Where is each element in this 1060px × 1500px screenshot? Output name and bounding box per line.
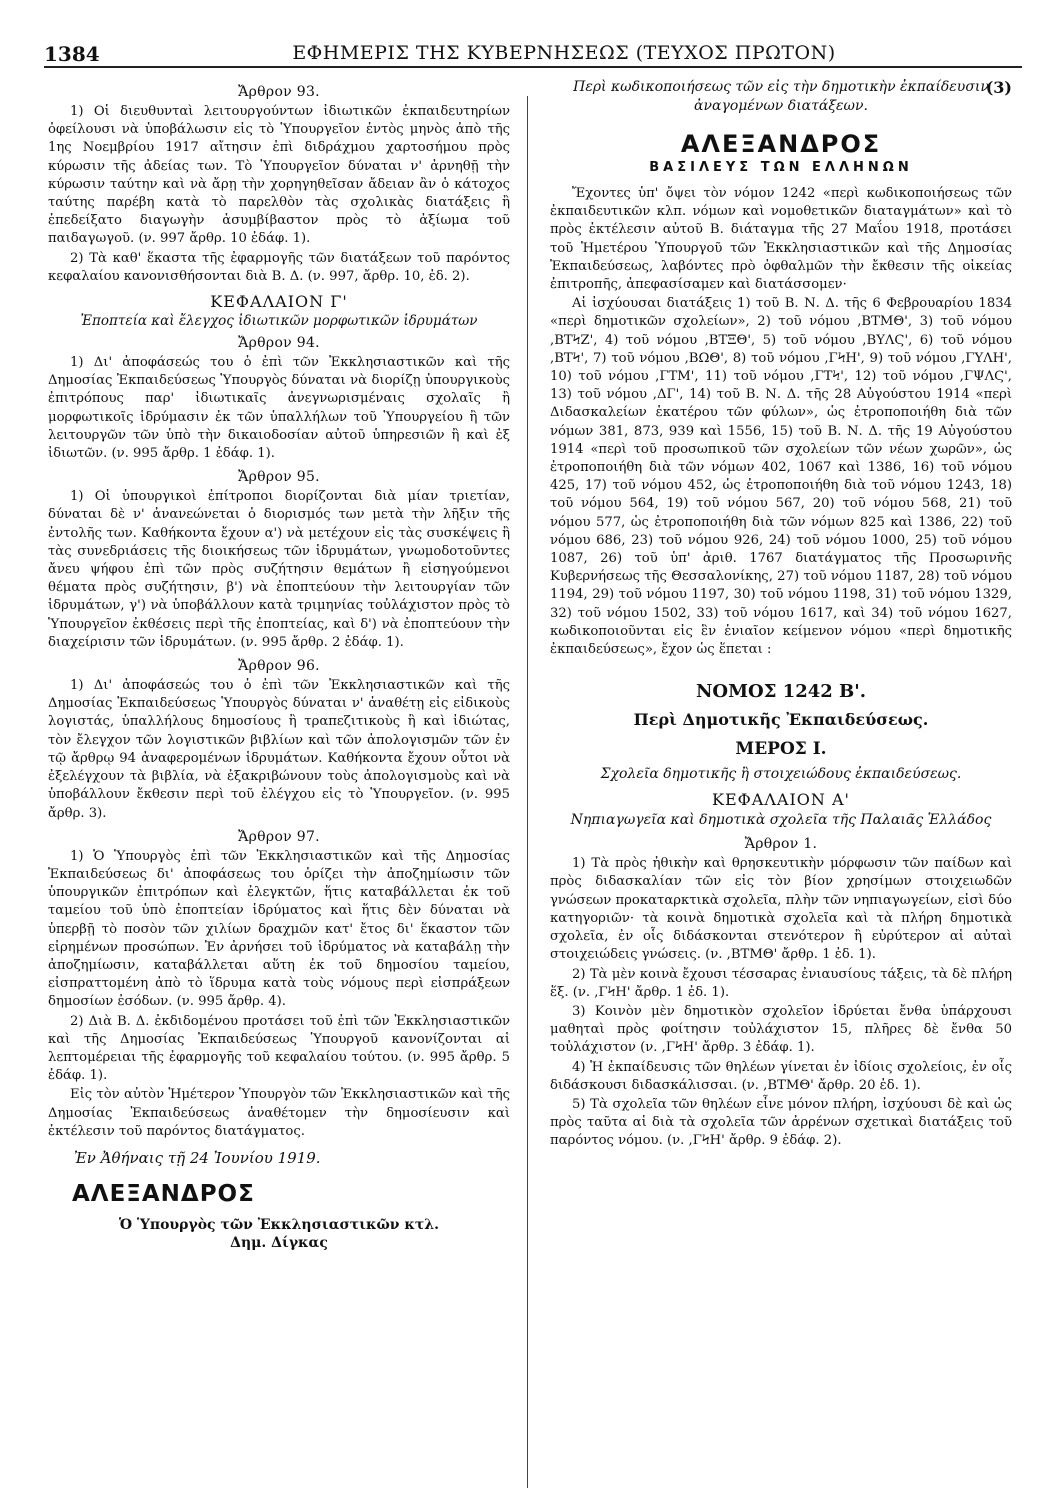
paragraph: 1) Δι' ἀποφάσεώς του ὁ ἐπὶ τῶν Ἐκκλησιαστικῶν καὶ τῆς Δημοσίας Ἐκπαιδεύσεως Ὑπουργὸς δύναται νὰ διορίζῃ ὑπουργικοὺς ἐπιτρόπους παρ' ἰδιωτικαῖς ἀνεγνωρισμέναις σχολαῖς ἢ μορφωτικοῖς ἱδρύμασιν ἐκ τῶν ὑπαλλήλων τοῦ Ὑπουργείου ἢ τῶν λειτουργῶν τῶν ὑπὸ τὴν δικαιοδοσίαν αὐτοῦ ὑπηρεσιῶν ἢ καὶ ἐξ ἰδιωτῶν. (ν. 995 ἄρθρ. 1 ἐδάφ. 1). xyxy=(48,355,510,462)
paragraph: 2) Τὰ μὲν κοινὰ ἔχουσι τέσσαρας ἐνιαυσίους τάξεις, τὰ δὲ πλήρη ἕξ. (ν. ,ΓϞΗ' ἄρθρ. 1 ἐδ. 1). xyxy=(550,966,1012,1000)
king-subheading: ΒΑΣΙΛΕΥΣ ΤΩΝ ΕΛΛΗΝΩΝ xyxy=(649,160,913,175)
left-column xyxy=(48,78,510,1251)
paragraph: Εἰς τὸν αὐτὸν Ἡμέτερον Ὑπουργὸν τῶν Ἐκκλησιαστικῶν καὶ τῆς Δημοσίας Ἐκπαιδεύσεως ἀναθέτομεν τὴν δημοσίευσιν καὶ ἐκτέλεσιν τοῦ παρόντος διατάγματος. xyxy=(48,1087,510,1139)
article-heading: Ἄρθρον 93. xyxy=(238,84,320,100)
article-heading: Ἄρθρον 95. xyxy=(238,469,320,486)
part-heading: ΜΕΡΟΣ Ι. xyxy=(735,739,827,760)
paragraph: 1) Ὁ Ὑπουργὸς ἐπὶ τῶν Ἐκκλησιαστικῶν καὶ τῆς Δημοσίας Ἐκπαιδεύσεως δι' ἀποφάσεως του ὁρίζει τὴν ἀποζημίωσιν τῶν ὑπουργικῶν ἐπιτρόπων καὶ ἐλεγκτῶν, ἥτις καταβάλλεται ἐκ τοῦ ταμείου τοῦ ὑπὸ ἐποπτείαν ἱδρύματος καὶ ἥτις δὲν δύναται νὰ ὑπερβῇ τὸ ποσὸν τῶν χιλίων δραχμῶν κατ' ἔτος δι' ἕκαστον τῶν εἰρημένων προσώπων. Ἐν ἀρνήσει τοῦ ἱδρύματος νὰ καταβάλῃ τὴν ἀποζημίωσιν, καταβάλλεται αὕτη ἐκ τοῦ δημοσίου ταμείου, εἰσπραττομένη ἀπὸ τὸ ἵδρυμα κατὰ τοὺς νόμους περὶ εἰσπράξεων δημοσίων ἐσόδων. (ν. 995 ἄρθρ. 4). xyxy=(48,848,510,1010)
king-signature: ΑΛΕΞΑΝΔΡΟΣ xyxy=(72,1180,255,1207)
right-column xyxy=(550,78,1012,1152)
chapter-title: Ἐποπτεία καὶ ἔλεγχος ἰδιωτικῶν μορφωτικῶν ἱδρυμάτων xyxy=(80,313,478,330)
date-signoff: Ἐν Ἀθήναις τῇ 24 Ἰουνίου 1919. xyxy=(74,1148,321,1167)
law-subtitle: Περὶ Δημοτικῆς Ἐκπαιδεύσεως. xyxy=(633,710,929,730)
chapter-title: Νηπιαγωγεῖα καὶ δημοτικὰ σχολεῖα τῆς Παλαιᾶς Ἑλλάδος xyxy=(570,812,992,829)
chapter-heading: ΚΕΦΑΛΑΙΟΝ Α' xyxy=(712,790,850,810)
minister-title: Ὁ Ὑπουργὸς τῶν Ἐκκλησιαστικῶν κτλ. xyxy=(118,1216,440,1233)
article-heading: Ἄρθρον 97. xyxy=(238,828,320,845)
article-heading: Ἄρθρον 1. xyxy=(744,836,818,853)
enumeration: Αἱ ἰσχύουσαι διατάξεις 1) τοῦ Β. Ν. Δ. τῆς 6 Φεβρουαρίου 1834 «περὶ δημοτικῶν σχολείων», 2) τοῦ νόμου ,ΒΤΜΘ', 3) τοῦ νόμου ,ΒΤϞΖ', 4) τοῦ νόμου ,ΒΤΞΘ', 5) τοῦ νόμου ,ΒΥΛϚ', 6) τοῦ νόμου ,ΒΤϞ', 7) τοῦ νόμου ,ΒΩΘ', 8) τοῦ νόμου ,ΓϞΗ', 9) τοῦ νόμου ,ΓΥΛΗ', 10) τοῦ νόμου ,ΓΤΜ', 11) τοῦ νόμου ,ΓΤϞ', 12) τοῦ νόμου ,ΓΨΛϚ', 13) τοῦ νόμου ,ΔΓ', 14) τοῦ Β. Ν. Δ. τῆς 28 Αὐγούστου 1914 «περὶ Διδασκαλείων ἑκατέρου τῶν φύλων», ὡς ἐτροποποιήθη διὰ τῶν νόμων 381, 873, 939 καὶ 1556, 15) τοῦ Β. Ν. Δ. τῆς 19 Αὐγούστου 1914 «περὶ τοῦ προσωπικοῦ τῶν σχολείων τῶν νέων χωρῶν», ὡς ἐτροποποιήθη διὰ τῶν νόμων 402, 1067 καὶ 1386, 16) τοῦ νόμου 425, 17) τοῦ νόμου 452, ὡς ἐτροποποιήθη διὰ τοῦ νόμου 1243, 18) τοῦ νόμου 564, 19) τοῦ νόμου 567, 20) τοῦ νόμου 568, 21) τοῦ νόμου 577, ὡς ἐτροποποιήθη διὰ τῶν νόμων 825 καὶ 1386, 22) τοῦ νόμου 686, 23) τοῦ νόμου 926, 24) τοῦ νόμου 1000, 25) τοῦ νόμου 1087, 26) τοῦ ὑπ' ἀριθ. 1767 διατάγματος τῆς Προσωρινῆς Κυβερνήσεως τῆς Θεσσαλονίκης, 27) τοῦ νόμου 1187, 28) τοῦ νόμου 1194, 29) τοῦ νόμου 1197, 30) τοῦ νόμου 1198, 31) τοῦ νόμου 1329, 32) τοῦ νόμου 1502, 33) τοῦ νόμου 1617, καὶ 34) τοῦ νόμου 1627, κωδικοποιοῦνται εἰς ἓν ἑνιαῖον κείμενον νόμου «περὶ δημοτικῆς ἐκπαιδεύσεως», ἔχον ὡς ἕπεται : xyxy=(550,296,1012,658)
chapter-heading: ΚΕΦΑΛΑΙΟΝ Γ' xyxy=(210,292,348,312)
article-heading: Ἄρθρον 96. xyxy=(238,658,320,675)
paragraph: 5) Τὰ σχολεῖα τῶν θηλέων εἶνε μόνον πλήρη, ἰσχύουσι δὲ καὶ ὡς πρὸς ταῦτα αἱ διὰ τὰ σχολεῖα τῶν ἀρρένων σχετικαὶ διατάξεις τοῦ παρόντος νόμου. (ν. ,ΓϞΗ' ἄρθρ. 9 ἐδάφ. 2). xyxy=(550,1096,1012,1149)
paragraph: 1) Οἱ διευθυνταὶ λειτουργούντων ἰδιωτικῶν ἐκπαιδευτηρίων ὀφείλουσι νὰ ὑποβάλωσιν εἰς τὸ Ὑπουργεῖον ἐντὸς μηνὸς ἀπὸ τῆς 1ης Νοεμβρίου 1917 αἴτησιν ἐπὶ διδράχμου χαρτοσήμου πρὸς κύρωσιν τῆς ἀδείας των. Τὸ Ὑπουργεῖον δύναται ν' ἀρνηθῇ τὴν κύρωσιν ταύτην καὶ νὰ ἄρῃ τὴν χορηγηθεῖσαν ἄδειαν ἂν ὁ κάτοχος ταύτης παρέβη κατὰ τὸ παρελθὸν τὰς σχολικὰς διατάξεις ἢ ἐπεδείξατο διαγωγὴν ἀσυμβίβαστον πρὸς τὸ ἀξίωμα τοῦ παιδαγωγοῦ. (ν. 997 ἄρθρ. 10 ἐδάφ. 1). xyxy=(48,104,510,247)
running-title: ΕΦΗΜΕΡΙΣ ΤΗΣ ΚΥΒΕΡΝΗΣΕΩΣ (ΤΕΥΧΟΣ ΠΡΩΤΟΝ) xyxy=(292,42,836,64)
paragraph: 1) Τὰ πρὸς ἠθικὴν καὶ θρησκευτικὴν μόρφωσιν τῶν παίδων καὶ πρὸς διδασκαλίαν τῶν εἰς τὸν βίον χρησίμων στοιχειωδῶν γνώσεων προκαταρκτικὰ σχολεῖα, πλὴν τῶν νηπιαγωγείων, εἰσὶ δύο κατηγοριῶν· τὰ κοινὰ δημοτικὰ σχολεῖα καὶ τὰ πλήρη δημοτικὰ σχολεῖα, ἐν οἷς διδάσκονται στενότερον ἢ εὐρύτερον αἱ αὐταὶ στοιχειώδεις γνώσεις. (ν. ,ΒΤΜΘ' ἄρθρ. 1 ἐδ. 1). xyxy=(550,856,1012,963)
section-marker: (3) xyxy=(985,78,1012,97)
paragraph: 3) Κοινὸν μὲν δημοτικὸν σχολεῖον ἱδρύεται ἔνθα ὑπάρχουσι μαθηταὶ πρὸς φοίτησιν τοὐλάχιστον 15, πλῆρες δὲ ἔνθα 50 τοὐλάχιστον (ν. ,ΓϞΗ' ἄρθρ. 3 ἐδάφ. 1). xyxy=(550,1003,1012,1056)
decree-title: Περὶ κωδικοποιήσεως τῶν εἰς τὴν δημοτικὴν ἐκπαίδευσιν ἀναγομένων διατάξεων. xyxy=(573,79,989,114)
king-heading: ΑΛΕΞΑΝΔΡΟΣ xyxy=(680,130,882,158)
paragraph: 1) Δι' ἀποφάσεώς του ὁ ἐπὶ τῶν Ἐκκλησιαστικῶν καὶ τῆς Δημοσίας Ἐκπαιδεύσεως Ὑπουργὸς δύναται ν' ἀναθέτῃ εἰς εἰδικοὺς λογιστάς, ὑπαλλήλους δημοσίους ἢ τραπεζιτικοὺς ἢ καὶ ἰδιώτας, τὸν ἔλεγχον τῶν λογιστικῶν βιβλίων καὶ τῶν ἀπολογισμῶν τῶν ἐν τῷ ἄρθρῳ 94 ἀναφερομένων ἱδρυμάτων. Καθήκοντα ἔχουν οὗτοι νὰ ἐξελέγχουν τὰ βιβλία, νὰ ἐξακριβώνουν τοὺς ἀπολογισμοὺς καὶ νὰ ὑποβάλλουν ἔκθεσιν περὶ τοῦ ἐλέγχου εἰς τὸ Ὑπουργεῖον. (ν. 995 ἄρθρ. 3). xyxy=(48,678,510,821)
article-heading: Ἄρθρον 94. xyxy=(238,335,320,352)
page-header xyxy=(44,36,1022,68)
minister-name: Δημ. Δίγκας xyxy=(230,1234,328,1251)
law-title: ΝΟΜΟΣ 1242 Β'. xyxy=(695,681,867,703)
column-divider xyxy=(527,96,528,1488)
paragraph: 4) Ἡ ἐκπαίδευσις τῶν θηλέων γίνεται ἐν ἰδίοις σχολείοις, ἐν οἷς διδάσκουσι διδασκάλισσαι. (ν. ,ΒΤΜΘ' ἄρθρ. 20 ἐδ. 1). xyxy=(550,1059,1012,1093)
paragraph: 2) Διὰ Β. Δ. ἐκδιδομένου προτάσει τοῦ ἐπὶ τῶν Ἐκκλησιαστικῶν καὶ τῆς Δημοσίας Ἐκπαιδεύσεως Ὑπουργοῦ κανονίζονται αἱ λεπτομέρειαι τῆς ἐφαρμογῆς τοῦ κεφαλαίου τούτου. (ν. 995 ἄρθρ. 5 ἐδάφ. 1). xyxy=(48,1013,510,1084)
page-number: 1384 xyxy=(44,42,100,66)
paragraph: 2) Τὰ καθ' ἕκαστα τῆς ἐφαρμογῆς τῶν διατάξεων τοῦ παρόντος κεφαλαίου κανονισθήσονται διὰ Β. Δ. (ν. 997, ἄρθρ. 10, ἐδ. 2). xyxy=(48,250,510,284)
preamble: Ἔχοντες ὑπ' ὄψει τὸν νόμον 1242 «περὶ κωδικοποιήσεως τῶν ἐκπαιδευτικῶν κλπ. νόμων καὶ νομοθετικῶν διαταγμάτων» καὶ τὸ πρὸς ἐκτέλεσιν αὐτοῦ Β. διάταγμα τῆς 27 Μαΐου 1918, προτάσει τοῦ Ἡμετέρου Ὑπουργοῦ τῶν Ἐκκλησιαστικῶν καὶ τῆς Δημοσίας Ἐκπαιδεύσεως, λαβόντες πρὸ ὀφθαλμῶν τὴν ἔκθεσιν τῆς οἰκείας ἐπιτροπῆς, ἀπεφασίσαμεν καὶ διατάσσομεν· xyxy=(550,186,1012,293)
part-title: Σχολεῖα δημοτικῆς ἢ στοιχειώδους ἐκπαιδεύσεως. xyxy=(600,766,962,783)
paragraph: 1) Οἱ ὑπουργικοὶ ἐπίτροποι διορίζονται διὰ μίαν τριετίαν, δύναται δὲ ν' ἀνανεώνεται ὁ διορισμός των μετὰ τὴν λῆξιν τῆς ἐντολῆς των. Καθήκοντα ἔχουν α') νὰ μετέχουν εἰς τὰς συσκέψεις ἢ τὰς συνεδριάσεις τῆς διοικήσεως τῶν ἱδρυμάτων, γνωμοδοτοῦντες ἄνευ ψήφου ἐπὶ τῶν πρὸς συζήτησιν θεμάτων ἢ εἰσηγούμενοι θέματα πρὸς συζήτησιν, β') νὰ ἐποπτεύουν τὴν λειτουργίαν τῶν ἱδρυμάτων, γ') νὰ ὑποβάλλουν κατὰ τριμηνίας τοὐλάχιστον πρὸς τὸ Ὑπουργεῖον ἐκθέσεις περὶ τῆς ἐποπτείας, καὶ δ') νὰ ἐποπτεύουν τὴν διαχείρισιν τῶν ἱδρυμάτων. (ν. 995 ἄρθρ. 2 ἐδάφ. 1). xyxy=(48,489,510,650)
